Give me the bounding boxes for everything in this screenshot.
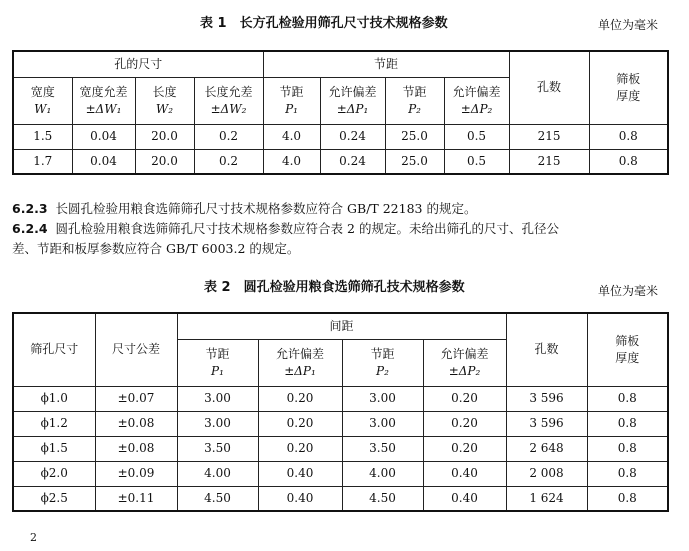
table-row	[13, 124, 668, 149]
cell: ±0.09	[95, 461, 177, 486]
para-text: 长圆孔检验用粮食选筛筛孔尺寸技术规格参数应符合 GB/T 22183 的规定。	[55, 201, 477, 216]
t1-thick-l1: 筛板	[616, 71, 641, 86]
table1-caption: 表 1 长方孔检验用筛孔尺寸技术规格参数	[200, 16, 448, 31]
t1-col-p1-tol	[320, 77, 385, 124]
cell: 0.2	[194, 124, 263, 149]
table-row	[13, 411, 668, 436]
t2-thick-l2: 厚度	[615, 350, 640, 365]
cell: ±0.08	[95, 411, 177, 436]
cell: 3 596	[506, 386, 587, 411]
cell: 3.00	[177, 411, 258, 436]
cell: 3.00	[342, 386, 423, 411]
para-6-2-3	[12, 199, 677, 219]
cell: ±0.07	[95, 386, 177, 411]
t2-thick-l1: 筛板	[615, 333, 640, 348]
cell: 0.8	[589, 124, 668, 149]
cell: 215	[509, 124, 589, 149]
t2-p2-tol-sym: ±ΔP₂	[448, 363, 481, 378]
cell: 2 648	[506, 436, 587, 461]
t1-p2-label: 节距	[402, 84, 427, 99]
cell: 3.50	[177, 436, 258, 461]
t1-col-width-tol	[72, 77, 135, 124]
cell: 4.00	[342, 461, 423, 486]
t1-p1-tol-sym: ±ΔP₁	[336, 101, 369, 116]
cell: 3 596	[506, 411, 587, 436]
t1-col-len-tol	[194, 77, 263, 124]
t2-col-tol: 尺寸公差	[95, 313, 177, 386]
cell: 3.00	[342, 411, 423, 436]
t1-p2-tol-sym: ±ΔP₂	[460, 101, 493, 116]
t2-col-thick	[587, 313, 668, 386]
table2	[12, 312, 669, 512]
cell: 0.40	[423, 486, 506, 511]
t1-p1-tol-label: 允许偏差	[328, 84, 377, 99]
para-text: 圆孔检验用粮食选筛筛孔尺寸技术规格参数应符合表 2 的规定。未给出筛孔的尺寸、孔径公	[55, 221, 559, 236]
cell: 25.0	[385, 124, 444, 149]
t2-col-p2-tol	[423, 339, 506, 386]
cell: 2 008	[506, 461, 587, 486]
t2-p2-label: 节距	[370, 346, 395, 361]
t1-col-p1	[263, 77, 320, 124]
cell: 3.50	[342, 436, 423, 461]
cell: 0.20	[258, 436, 342, 461]
cell: 0.8	[587, 486, 668, 511]
cell: ϕ1.2	[13, 411, 95, 436]
t1-len-label: 长度	[152, 84, 177, 99]
t1-col-len	[135, 77, 194, 124]
t1-p2-tol-label: 允许偏差	[452, 84, 501, 99]
t1-col-thick	[589, 51, 668, 124]
t2-col-p2	[342, 339, 423, 386]
table2-unit: 单位为毫米	[598, 284, 659, 298]
cell: ϕ1.5	[13, 436, 95, 461]
cell: 0.20	[258, 386, 342, 411]
t2-col-count: 孔数	[506, 313, 587, 386]
cell: 0.40	[258, 486, 342, 511]
page-number: 2	[30, 531, 37, 544]
cell: 20.0	[135, 149, 194, 174]
table1-unit: 单位为毫米	[598, 18, 659, 32]
cell: 0.04	[72, 149, 135, 174]
cell: 0.40	[423, 461, 506, 486]
para-6-2-4	[12, 219, 677, 259]
t1-p2-sym: P₂	[408, 101, 421, 116]
table-row	[13, 386, 668, 411]
cell: 0.20	[423, 411, 506, 436]
cell: 20.0	[135, 124, 194, 149]
table-row	[13, 149, 668, 174]
t1-width-tol-label: 宽度允差	[79, 84, 128, 99]
cell: ϕ2.5	[13, 486, 95, 511]
t1-width-tol-sym: ±ΔW₁	[85, 101, 122, 116]
t2-p1-tol-label: 允许偏差	[275, 346, 324, 361]
t1-width-sym: W₁	[34, 101, 52, 116]
cell: 0.40	[258, 461, 342, 486]
t1-len-tol-sym: ±ΔW₂	[210, 101, 247, 116]
table-row	[13, 436, 668, 461]
cell: 25.0	[385, 149, 444, 174]
cell: 0.8	[587, 436, 668, 461]
table-row	[13, 486, 668, 511]
cell: 4.50	[342, 486, 423, 511]
table2-caption: 表 2 圆孔检验用粮食选筛筛孔技术规格参数	[204, 280, 465, 295]
cell: 215	[509, 149, 589, 174]
cell: 0.8	[587, 386, 668, 411]
cell: ϕ2.0	[13, 461, 95, 486]
t1-width-label: 宽度	[30, 84, 55, 99]
cell: 0.20	[258, 411, 342, 436]
cell: 0.8	[587, 411, 668, 436]
cell: 0.04	[72, 124, 135, 149]
cell: 0.2	[194, 149, 263, 174]
cell: 0.5	[444, 124, 509, 149]
cell: 0.24	[320, 149, 385, 174]
t2-col-p1	[177, 339, 258, 386]
t2-p2-sym: P₂	[376, 363, 389, 378]
cell: 1.7	[13, 149, 72, 174]
t2-p2-tol-label: 允许偏差	[440, 346, 489, 361]
cell: 0.8	[589, 149, 668, 174]
cell: 0.20	[423, 386, 506, 411]
cell: 0.24	[320, 124, 385, 149]
para-num: 6.2.3	[12, 201, 48, 216]
cell: 4.00	[177, 461, 258, 486]
cell: 0.8	[587, 461, 668, 486]
cell: 1 624	[506, 486, 587, 511]
t1-p1-label: 节距	[279, 84, 304, 99]
para-text-cont: 差、节距和板厚参数应符合 GB/T 6003.2 的规定。	[12, 241, 300, 256]
t1-col-width	[13, 77, 72, 124]
t1-thick-l2: 厚度	[616, 88, 641, 103]
cell: ϕ1.0	[13, 386, 95, 411]
cell: 4.0	[263, 149, 320, 174]
cell: ±0.11	[95, 486, 177, 511]
t2-col-size: 筛孔尺寸	[13, 313, 95, 386]
cell: 0.20	[423, 436, 506, 461]
cell: 0.5	[444, 149, 509, 174]
cell: 4.50	[177, 486, 258, 511]
table1	[12, 50, 669, 175]
t1-col-count: 孔数	[509, 51, 589, 124]
t1-len-sym: W₂	[155, 101, 174, 116]
cell: 3.00	[177, 386, 258, 411]
t1-col-p2-tol	[444, 77, 509, 124]
cell: 1.5	[13, 124, 72, 149]
t2-col-p1-tol	[258, 339, 342, 386]
table-row	[13, 461, 668, 486]
cell: 4.0	[263, 124, 320, 149]
t2-p1-sym: P₁	[211, 363, 224, 378]
t1-group-pitch: 节距	[263, 51, 509, 77]
t1-group-hole: 孔的尺寸	[13, 51, 263, 77]
t1-col-p2	[385, 77, 444, 124]
t1-len-tol-label: 长度允差	[204, 84, 253, 99]
t2-group-spacing: 间距	[177, 313, 506, 339]
t2-p1-tol-sym: ±ΔP₁	[284, 363, 316, 378]
para-num: 6.2.4	[12, 221, 48, 236]
cell: ±0.08	[95, 436, 177, 461]
t2-p1-label: 节距	[205, 346, 230, 361]
t1-p1-sym: P₁	[285, 101, 298, 116]
